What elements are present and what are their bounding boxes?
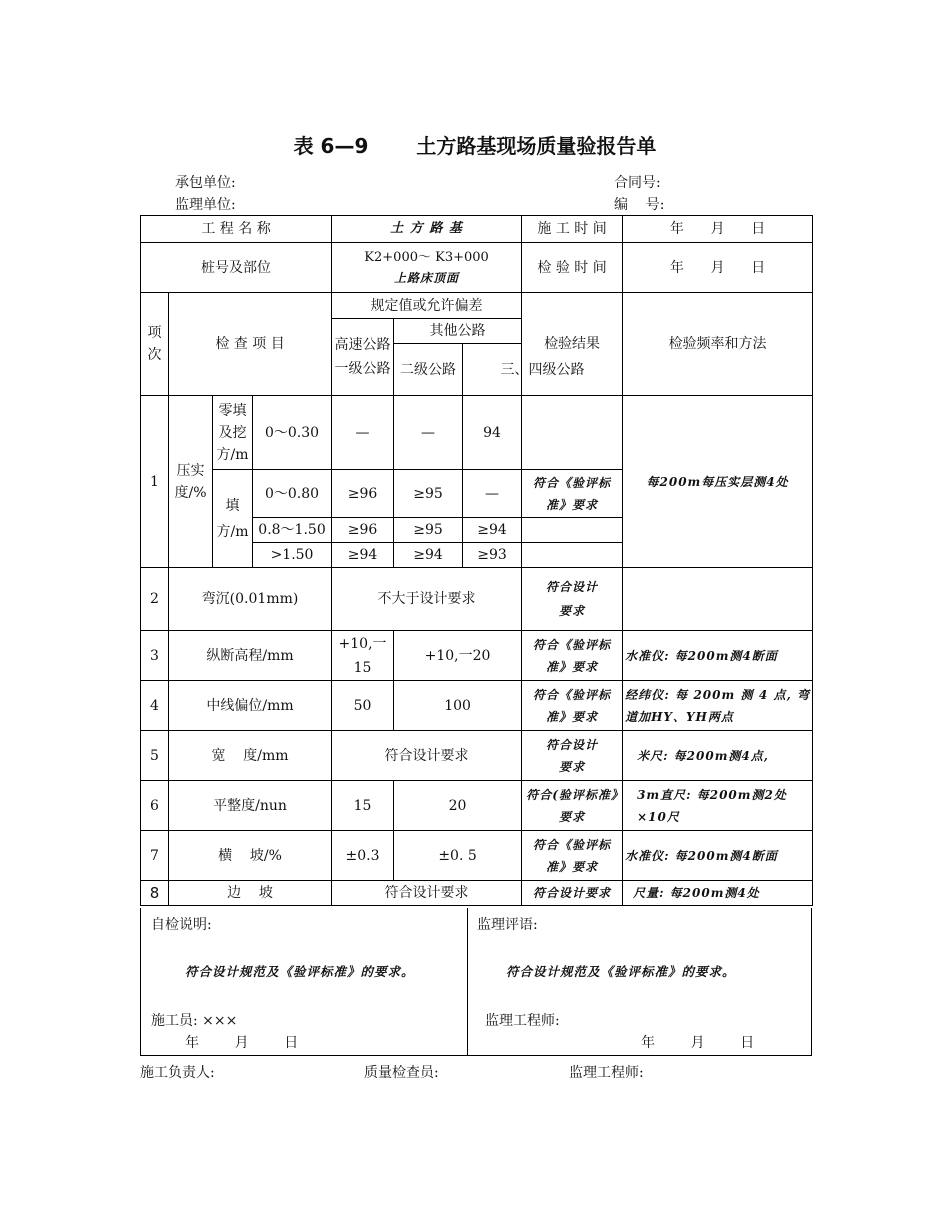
column-check-item: 检 查 项 目	[169, 293, 332, 396]
row1-fill-c-range: >1.50	[253, 543, 332, 568]
column-grade34: 三、四级公路	[463, 344, 623, 396]
column-method: 检验频率和方法	[623, 293, 813, 396]
station-value: K2+000～ K3+000 上路床顶面	[332, 243, 522, 293]
signature-qc: 质量检查员:	[364, 1065, 439, 1081]
signature-engineer: 监理工程师:	[569, 1065, 644, 1081]
row3-spec-highway: +10,一15	[332, 631, 394, 681]
report-title	[0, 130, 950, 159]
row3-item: 纵断高程/mm	[169, 631, 332, 681]
table-name: 土方路基现场质量验报告单	[416, 134, 657, 158]
row3-spec-other: +10,一20	[394, 631, 522, 681]
row6-method: 3m直尺: 每200m测2处×10尺	[623, 781, 813, 831]
row8-no: 8	[141, 881, 169, 906]
column-other-road: 其他公路	[394, 319, 522, 344]
supervision-engineer: 监理工程师:	[485, 1013, 560, 1029]
supervision-label: 监理评语:	[477, 917, 538, 933]
table-number: 表 6—9	[293, 134, 369, 158]
row8-spec: 符合设计要求	[332, 881, 522, 906]
row7-item: 横 坡/%	[169, 831, 332, 881]
project-name-label: 工 程 名 称	[141, 216, 332, 243]
row5-no: 5	[141, 731, 169, 781]
self-check-worker: 施工员: ×××	[151, 1013, 238, 1029]
self-check-text: 符合设计规范及《验评标准》的要求。	[185, 964, 415, 979]
row1-no: 1	[141, 396, 169, 568]
row1-fill: 填方/m	[213, 470, 253, 568]
row8-item: 边 坡	[169, 881, 332, 906]
row4-result: 符合《验评标准》要求	[522, 681, 623, 731]
row6-spec-other: 20	[394, 781, 522, 831]
row1-zero-result	[522, 396, 623, 470]
remarks-section	[140, 908, 812, 1056]
row4-spec-highway: 50	[332, 681, 394, 731]
row2-method	[623, 568, 813, 631]
row4-no: 4	[141, 681, 169, 731]
row7-spec-highway: ±0.3	[332, 831, 394, 881]
row4-method: 经纬仪: 每 200m 测 4 点, 弯道加HY、YH两点	[623, 681, 813, 731]
row7-method: 水准仪: 每200m测4断面	[623, 831, 813, 881]
row1-fill-c-v2: ≥94	[394, 543, 463, 568]
self-check-label: 自检说明:	[151, 917, 212, 933]
column-item-no: 项次	[141, 293, 169, 396]
row5-spec: 符合设计要求	[332, 731, 522, 781]
row1-fill-a-v3: —	[463, 470, 522, 518]
row1-result: 符合《验评标准》要求	[522, 470, 623, 518]
row8-method: 尺量: 每200m测4处	[623, 881, 813, 906]
row7-spec-other: ±0. 5	[394, 831, 522, 881]
row1-fill-a-v1: ≥96	[332, 470, 394, 518]
serial-no-label: 编 号:	[614, 197, 665, 213]
signature-lead: 施工负责人:	[140, 1065, 215, 1081]
column-highway: 高速公路一级公路	[332, 319, 394, 396]
column-grade2: 二级公路	[394, 344, 463, 396]
row1-fill-c-v3: ≥93	[463, 543, 522, 568]
row6-item: 平整度/nun	[169, 781, 332, 831]
row8-result: 符合设计要求	[522, 881, 623, 906]
row6-no: 6	[141, 781, 169, 831]
row4-spec-other: 100	[394, 681, 522, 731]
row1-fill-a-v2: ≥95	[394, 470, 463, 518]
row1-zero-v3: 94	[463, 396, 522, 470]
row5-result: 符合设计要求	[522, 731, 623, 781]
row1-zero-v2: —	[394, 396, 463, 470]
supervision-text: 符合设计规范及《验评标准》的要求。	[506, 964, 736, 979]
row1-fill-b-range: 0.8～1.50	[253, 518, 332, 543]
row6-spec-highway: 15	[332, 781, 394, 831]
row2-result: 符合设计要求	[522, 568, 623, 631]
station-label: 桩号及部位	[141, 243, 332, 293]
row1-zero-range: 0～0.30	[253, 396, 332, 470]
supervisor-label: 监理单位:	[175, 197, 236, 213]
row5-method: 米尺: 每200m测4点,	[623, 731, 813, 781]
row1-fill-c-v1: ≥94	[332, 543, 394, 568]
row3-no: 3	[141, 631, 169, 681]
column-result: 检验结果	[522, 293, 623, 396]
row2-no: 2	[141, 568, 169, 631]
row3-result: 符合《验评标准》要求	[522, 631, 623, 681]
row1-method: 每200m每压实层测4处	[623, 396, 813, 568]
contractor-label: 承包单位:	[175, 175, 236, 191]
construction-time-label: 施 工 时 间	[522, 216, 623, 243]
row1-fill-b-result	[522, 518, 623, 543]
row1-fill-b-v1: ≥96	[332, 518, 394, 543]
remarks-divider	[467, 908, 468, 1055]
row4-item: 中线偏位/mm	[169, 681, 332, 731]
row2-spec: 不大于设计要求	[332, 568, 522, 631]
inspection-table	[140, 215, 813, 906]
inspection-time-label: 检 验 时 间	[522, 243, 623, 293]
row6-result: 符合(验评标准》要求	[522, 781, 623, 831]
row5-item: 宽 度/mm	[169, 731, 332, 781]
row1-fill-b-v3: ≥94	[463, 518, 522, 543]
row1-zero-v1: —	[332, 396, 394, 470]
row1-fill-a-range: 0～0.80	[253, 470, 332, 518]
self-check-date: 年 月 日	[185, 1035, 299, 1051]
supervision-date: 年 月 日	[641, 1035, 755, 1051]
project-name-value: 土 方 路 基	[332, 216, 522, 243]
column-spec: 规定值或允许偏差	[332, 293, 522, 319]
inspection-time-value: 年 月 日	[623, 243, 813, 293]
row1-fill-b-v2: ≥95	[394, 518, 463, 543]
contract-no-label: 合同号:	[614, 175, 661, 191]
row1-zero-fill: 零填及挖方/m	[213, 396, 253, 470]
row7-result: 符合《验评标准》要求	[522, 831, 623, 881]
row1-fill-c-result	[522, 543, 623, 568]
row1-item: 压实度/%	[169, 396, 213, 568]
construction-time-value: 年 月 日	[623, 216, 813, 243]
row3-method: 水准仪: 每200m测4断面	[623, 631, 813, 681]
row7-no: 7	[141, 831, 169, 881]
row2-item: 弯沉(0.01mm)	[169, 568, 332, 631]
